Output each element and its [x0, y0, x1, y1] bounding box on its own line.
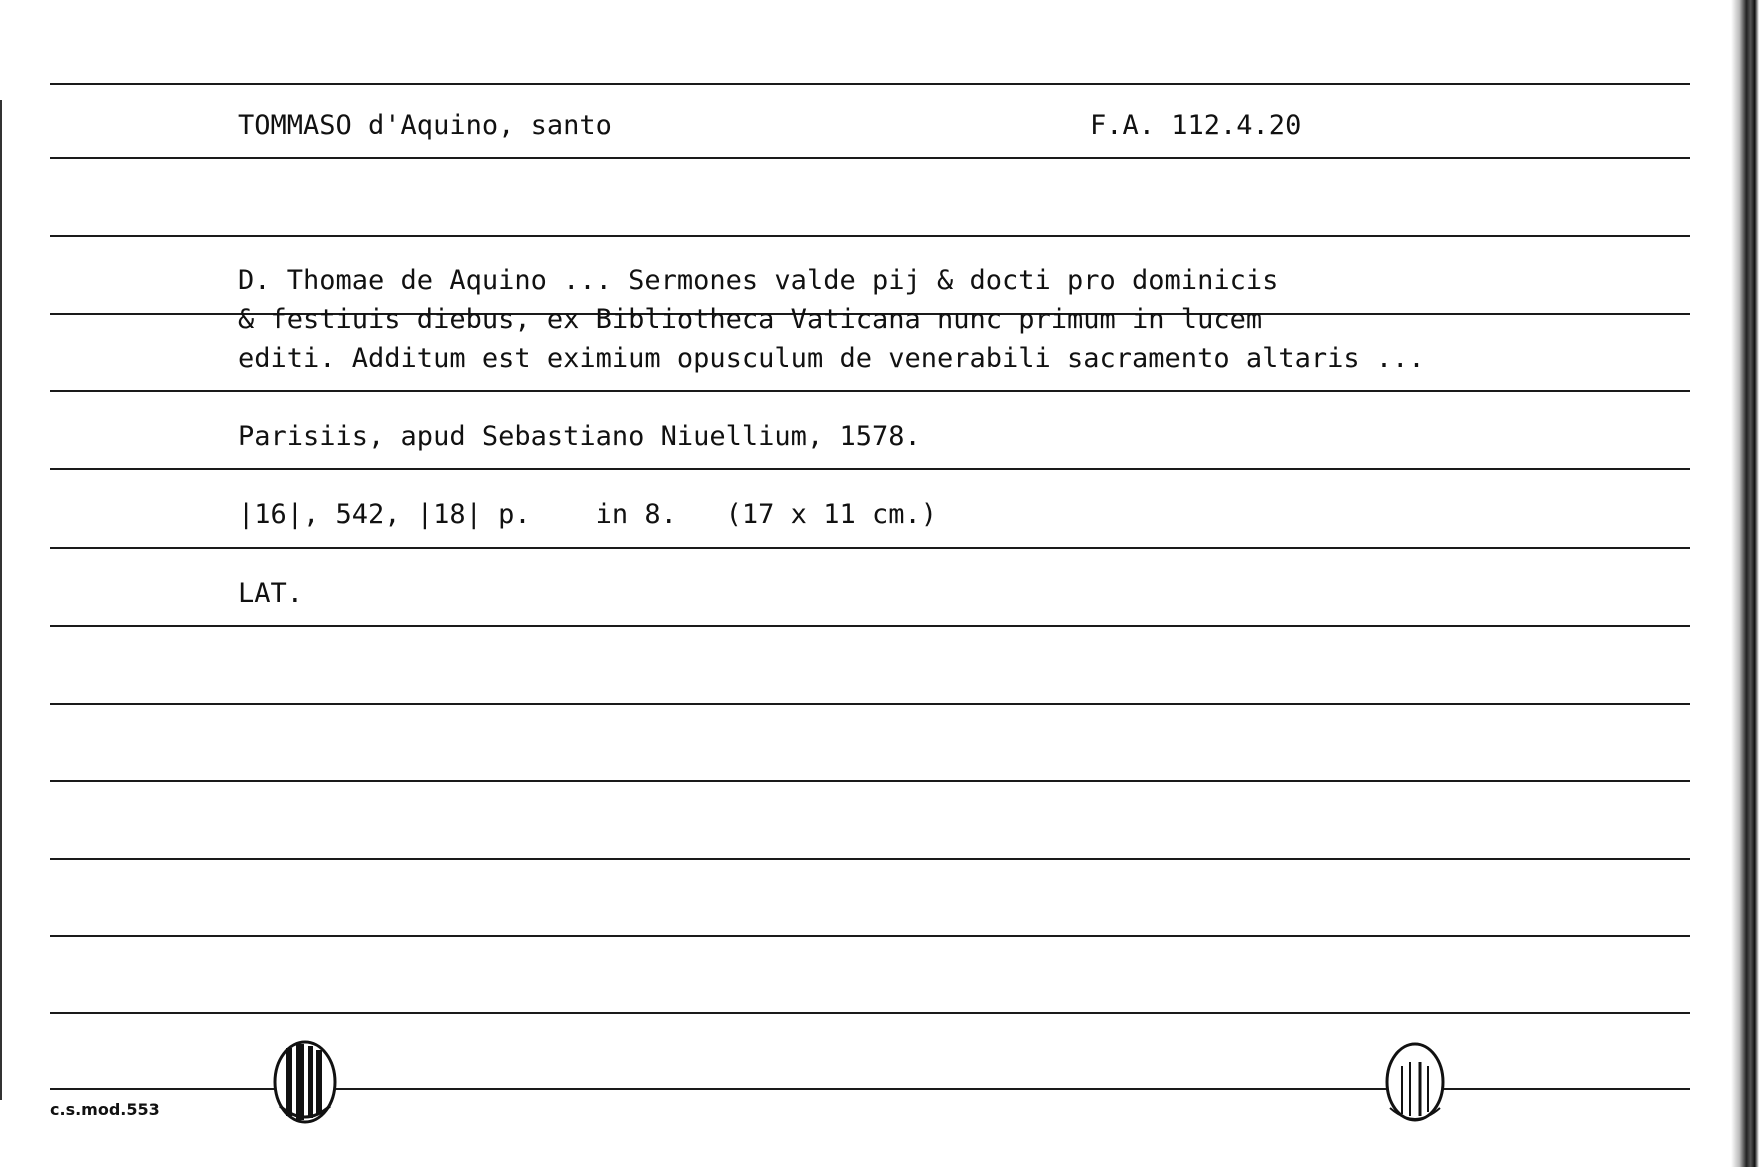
- title-line-1: D. Thomae de Aquino ... Sermones valde pij & docti pro dominicis: [238, 265, 1279, 296]
- ruled-line: [50, 858, 1690, 860]
- collation: |16|, 542, |18| p. in 8. (17 x 11 cm.): [238, 499, 937, 530]
- punch-hole-icon: [1380, 1036, 1450, 1132]
- punch-hole-icon: [270, 1036, 340, 1132]
- form-code: c.s.mod.553: [50, 1100, 160, 1119]
- ruled-line: [50, 547, 1690, 549]
- card-left-edge: [0, 100, 2, 1100]
- ruled-line: [50, 1012, 1690, 1014]
- title-line-2: & festiuis diebus, ex Bibliotheca Vaticana nunc primum in lucem: [238, 304, 1263, 335]
- card-right-edge: [1731, 0, 1759, 1167]
- ruled-line: [50, 468, 1690, 470]
- ruled-line: [50, 83, 1690, 85]
- ruled-line: [50, 157, 1690, 159]
- author-heading: TOMMASO d'Aquino, santo: [238, 110, 612, 141]
- title-line-3: editi. Additum est eximium opusculum de venerabili sacramento altaris ...: [238, 343, 1425, 374]
- ruled-line: [50, 703, 1690, 705]
- ruled-line: [50, 235, 1690, 237]
- language-code: LAT.: [238, 578, 304, 609]
- ruled-line: [50, 390, 1690, 392]
- ruled-line: [50, 780, 1690, 782]
- imprint: Parisiis, apud Sebastiano Niuellium, 1578.: [238, 421, 921, 452]
- ruled-line: [50, 625, 1690, 627]
- shelfmark: F.A. 112.4.20: [1090, 110, 1302, 141]
- ruled-line: [50, 935, 1690, 937]
